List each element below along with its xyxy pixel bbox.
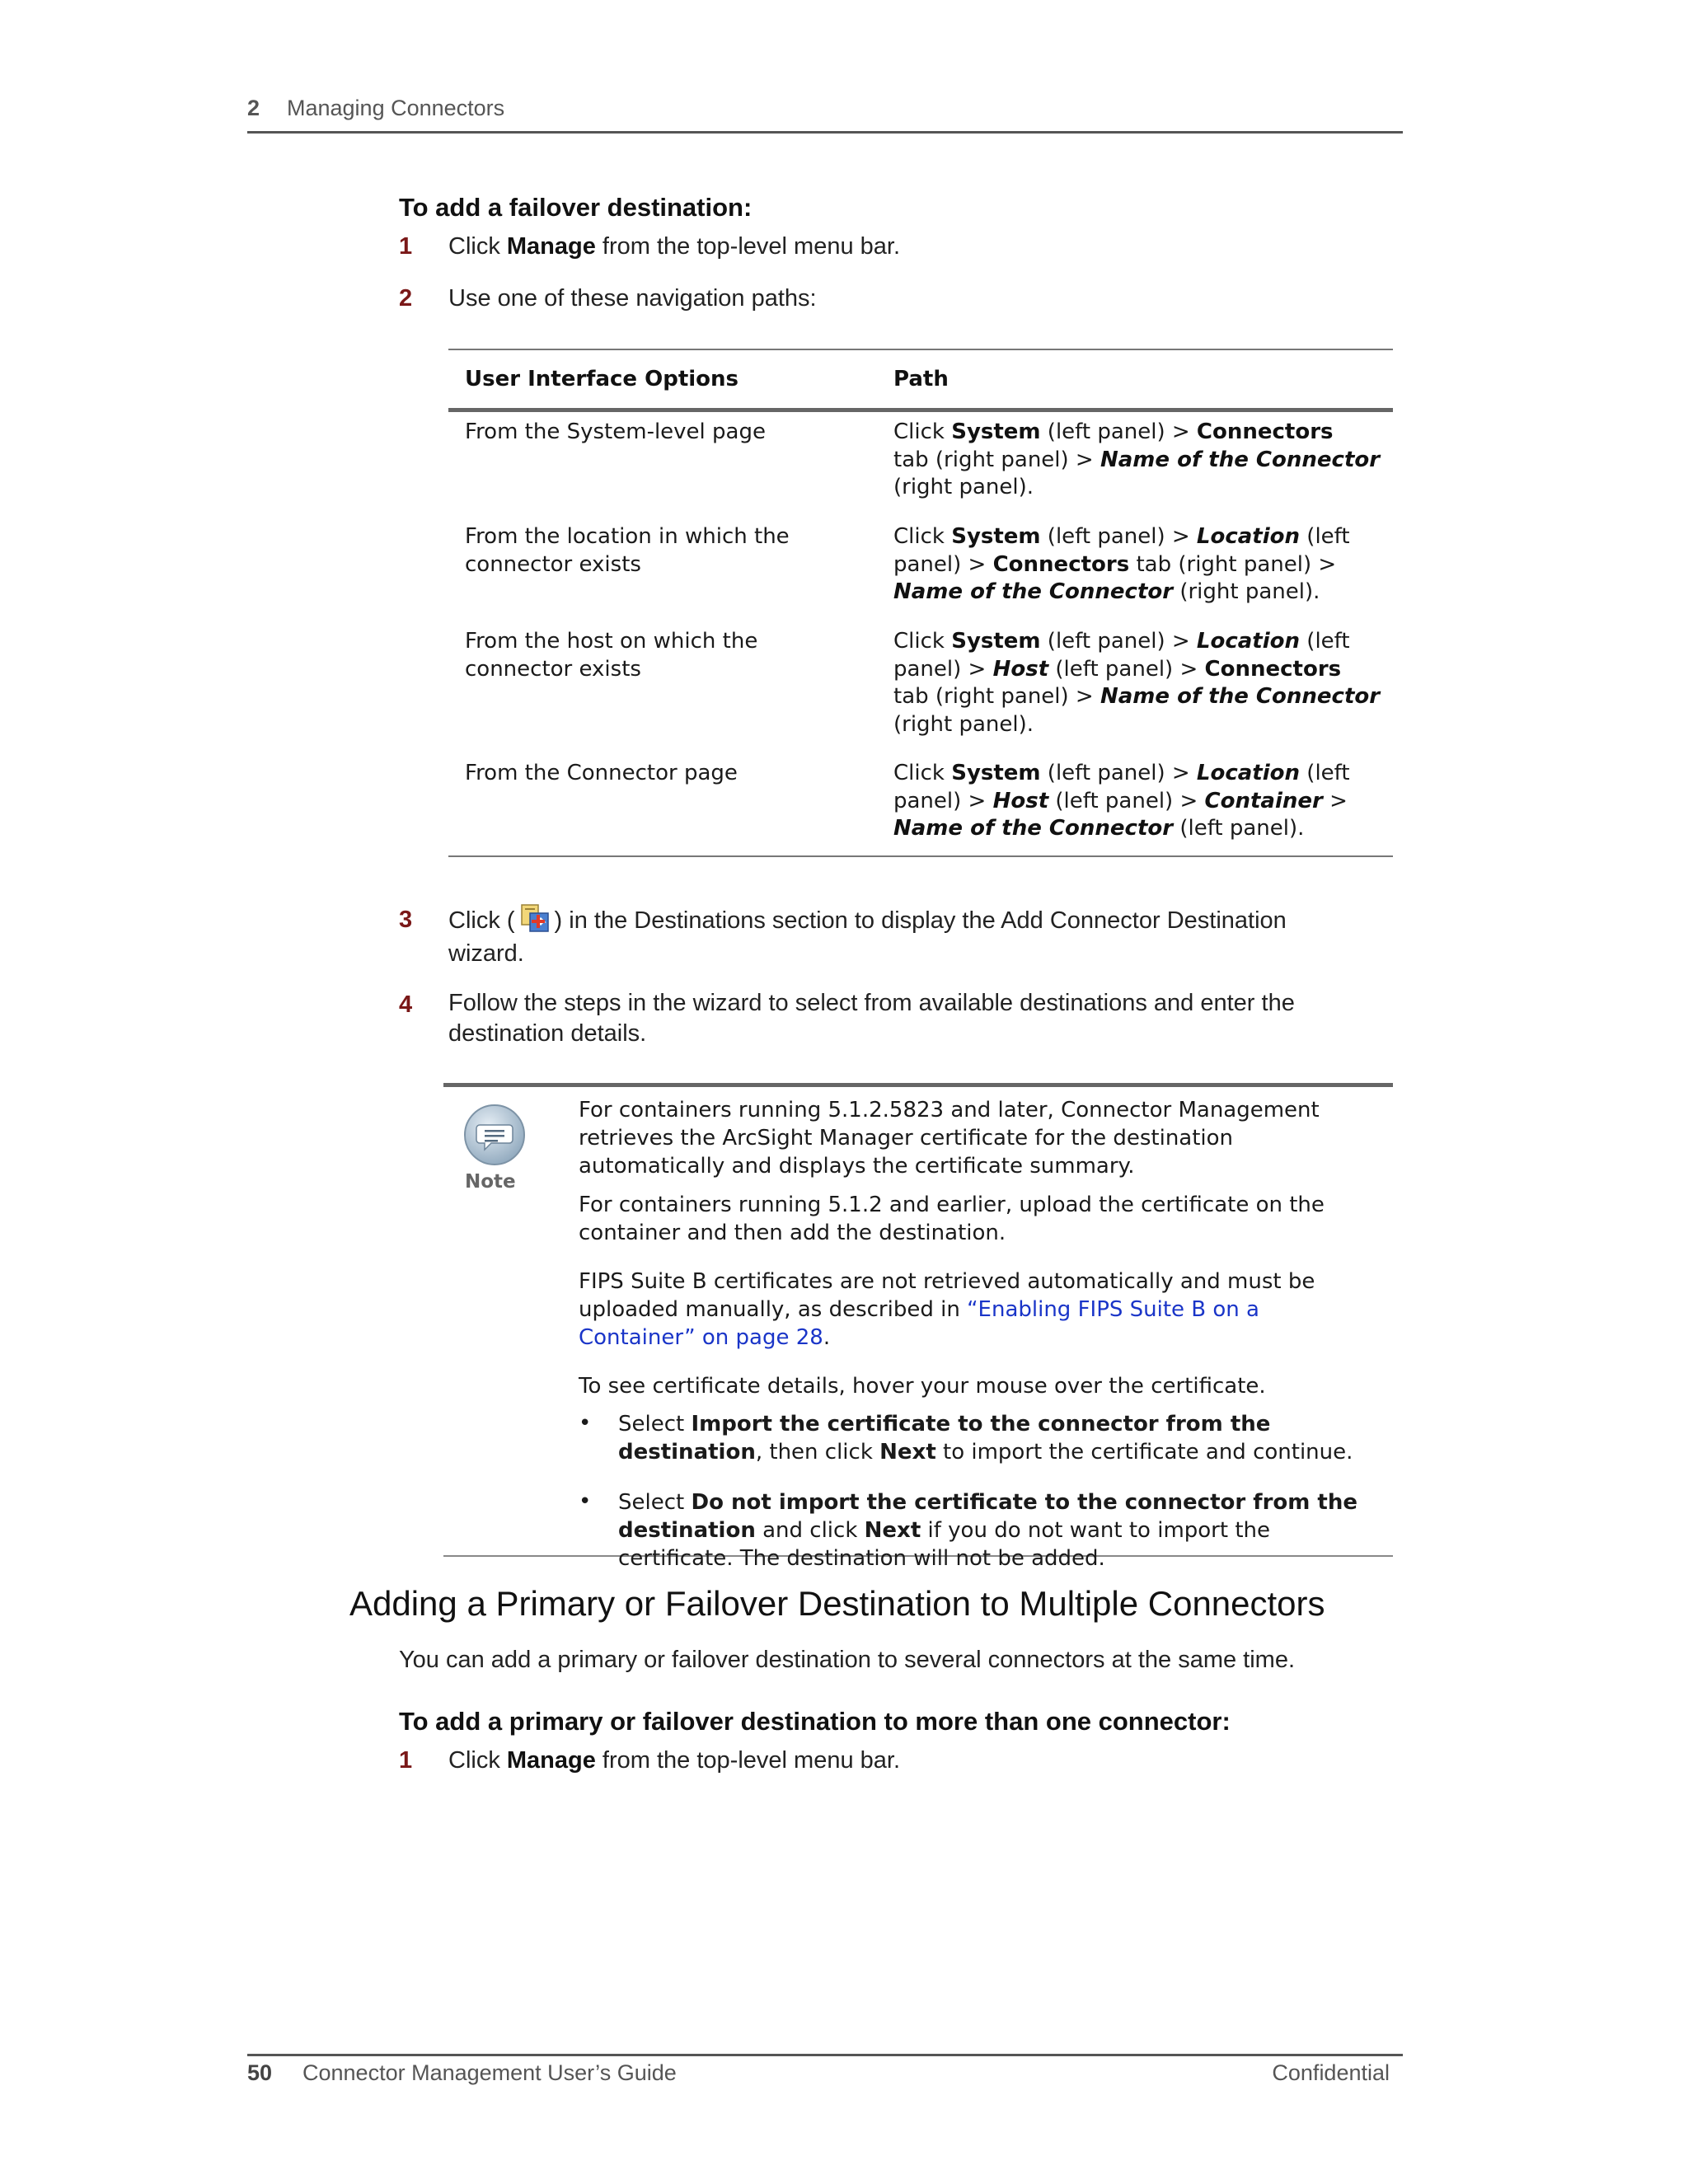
bullet-marker: •	[579, 1489, 592, 1514]
section-intro: You can add a primary or failover destination to several connectors at the same time.	[399, 1647, 1296, 1673]
path-cell: Click System (left panel) > Connectors tab (right panel) > Name of the Connector (right panel).	[893, 419, 1381, 499]
note-box	[443, 1083, 1393, 1571]
step-text: Follow the steps in the wizard to select from available destinations and enter the destination details.	[448, 990, 1295, 1047]
procedure-heading: To add a primary or failover destination to more than one connector:	[399, 1707, 1231, 1736]
confidential-label: Confidential	[1272, 2060, 1390, 2085]
table-row	[448, 412, 1393, 517]
chapter-title: Managing Connectors	[287, 96, 505, 120]
step-number: 2	[399, 285, 413, 312]
add-destination-icon[interactable]	[518, 903, 551, 935]
note-paragraph: For containers running 5.1.2.5823 and later, Connector Management retrieves the ArcSight Manager certificate for the destination automatically and displays the certificate summary.	[579, 1098, 1320, 1179]
step-text: Click Manage from the top-level menu bar.	[448, 233, 901, 260]
step-text: Use one of these navigation paths:	[448, 285, 817, 312]
table-row	[448, 753, 1393, 858]
path-cell: Click System (left panel) > Location (left panel) > Connectors tab (right panel) > Name of the Connector (right panel).	[893, 524, 1350, 604]
column-header: Path	[893, 367, 949, 391]
guide-title: Connector Management User’s Guide	[302, 2060, 677, 2085]
option-cell: From the location in which the connector exists	[465, 524, 790, 577]
cross-reference-link[interactable]: Container” on page 28	[579, 1324, 823, 1350]
procedure-heading: To add a failover destination:	[399, 193, 753, 222]
note-paragraph: For containers running 5.1.2 and earlier, upload the certificate on the container and then add the destination.	[579, 1193, 1325, 1245]
table-row	[448, 621, 1393, 753]
path-cell: Click System (left panel) > Location (left panel) > Host (left panel) > Connectors tab (right panel) > Name of the Connector (right panel).	[893, 629, 1381, 737]
table-body	[448, 412, 1393, 858]
option-cell: From the host on which the connector exists	[465, 629, 758, 682]
page-header	[247, 91, 1403, 134]
section-title: Adding a Primary or Failover Destination to Multiple Connectors	[349, 1584, 1325, 1623]
page-number: 50	[247, 2060, 273, 2085]
option-cell: From the Connector page	[465, 761, 738, 785]
option-cell: From the System-level page	[465, 419, 766, 444]
step-number: 1	[399, 233, 413, 260]
step-text: Click ( ) in the Destinations section to display the Add Connector Destination wizard.	[448, 903, 1388, 970]
table-row	[448, 517, 1393, 621]
note-paragraph: FIPS Suite B certificates are not retrieved automatically and must be uploaded manually, as described in “Enabling FIPS Suite B on a Container” on page 28.	[579, 1269, 1315, 1350]
step-number: 3	[399, 907, 413, 933]
note-paragraph: To see certificate details, hover your mouse over the certificate.	[579, 1374, 1266, 1399]
note-icon	[460, 1104, 529, 1194]
chapter-number: 2	[247, 96, 260, 120]
step-text: Click Manage from the top-level menu bar.	[448, 1747, 901, 1774]
note-bullet-item: Select Import the certificate to the connector from the destination, then click Next to import the certificate and continue.	[618, 1412, 1353, 1465]
note-bullet-item: Select Do not import the certificate to the connector from the destination and click Next if you do not want to import the certificate. The destination will not be added.	[618, 1490, 1357, 1571]
table-bottom-rule	[448, 855, 1393, 857]
step-number: 4	[399, 991, 413, 1018]
note-label: Note	[465, 1171, 516, 1193]
navigation-paths-table	[448, 349, 1393, 858]
path-cell: Click System (left panel) > Location (left panel) > Host (left panel) > Container > Name of the Connector (left panel).	[893, 761, 1350, 841]
step-number: 1	[399, 1747, 413, 1774]
bullet-marker: •	[579, 1411, 592, 1436]
column-header: User Interface Options	[465, 367, 739, 391]
table-header-row	[448, 350, 1393, 412]
footer-rule	[247, 2054, 1403, 2056]
cross-reference-link[interactable]: “Enabling FIPS Suite B on a	[967, 1296, 1259, 1322]
